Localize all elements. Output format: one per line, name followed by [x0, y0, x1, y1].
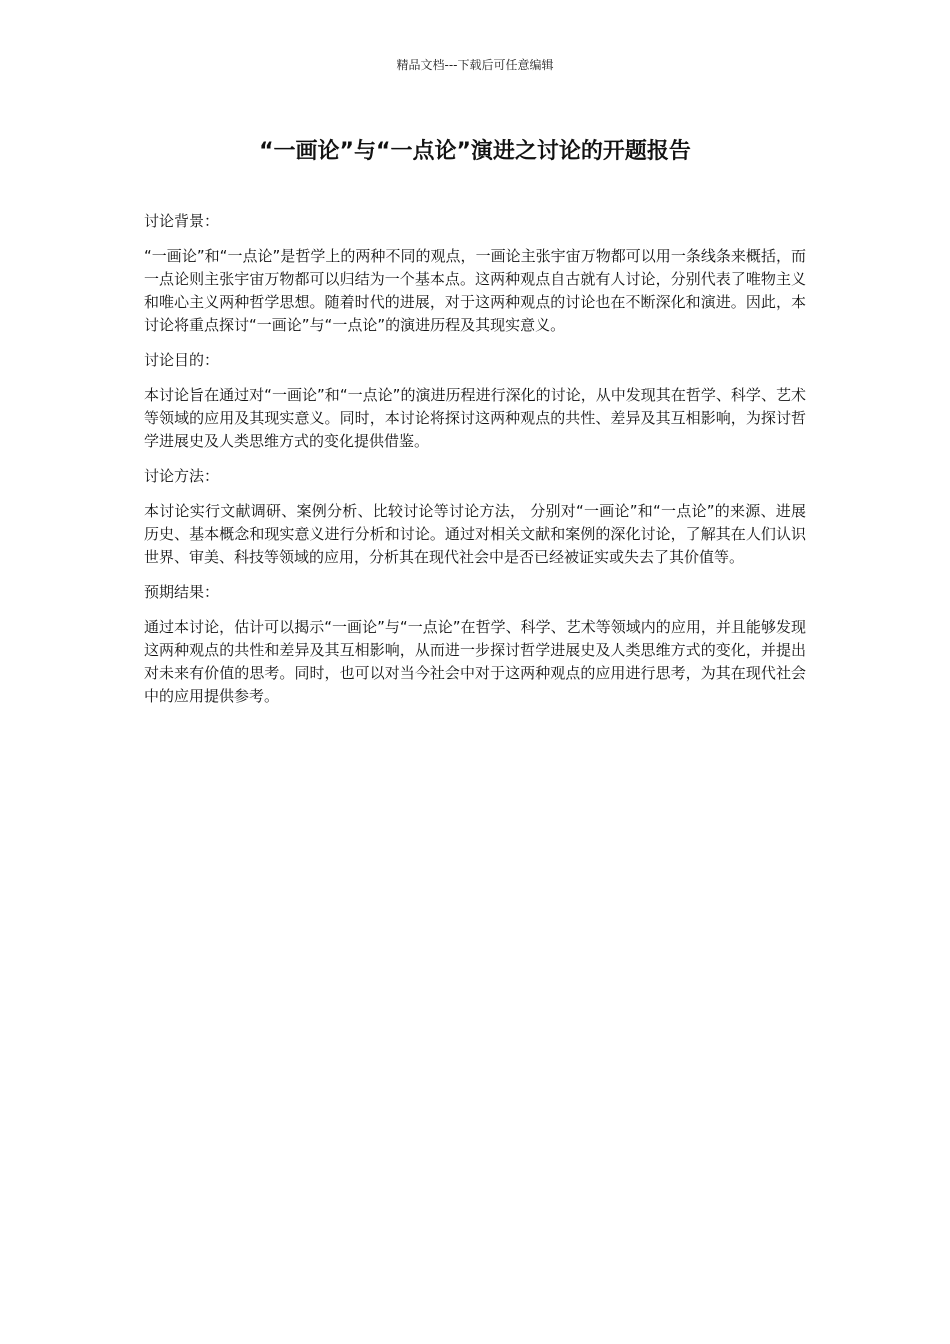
section-paragraph: 本讨论实行文献调研、案例分析、比较讨论等讨论方法， 分别对“一画论”和“一点论”的来源、进展历史、基本概念和现实意义进行分析和讨论。通过对相关文献和案例的深化讨论，了解其在人们认识世界、审美、科技等领域的应用，分析其在现代社会中是否已经被证实或失去了其价值等。: [144, 502, 806, 566]
section-method: [144, 465, 806, 569]
section-paragraph: “一画论”和“一点论”是哲学上的两种不同的观点，一画论主张宇宙万物都可以用一条线条来概括，而一点论则主张宇宙万物都可以归结为一个基本点。这两种观点自古就有人讨论，分别代表了唯物主义和唯心主义两种哲学思想。随着时代的进展，对于这两种观点的讨论也在不断深化和演进。因此，本讨论将重点探讨“一画论”与“一点论”的演进历程及其现实意义。: [144, 247, 806, 334]
header-note: 精品文档---下载后可任意编辑: [396, 58, 554, 72]
section-purpose: [144, 349, 806, 453]
section-heading: 预期结果：: [144, 583, 220, 601]
section-heading: 讨论背景：: [144, 212, 220, 230]
section-expected-results: [144, 581, 806, 708]
section-paragraph: 通过本讨论，估计可以揭示“一画论”与“一点论”在哲学、科学、艺术等领域内的应用，并且能够发现这两种观点的共性和差异及其互相影响，从而进一步探讨哲学进展史及人类思维方式的变化，并提出对未来有价值的思考。同时，也可以对当今社会中对于这两种观点的应用进行思考，为其在现代社会中的应用提供参考。: [144, 618, 806, 705]
document-body: [144, 210, 806, 720]
section-background: [144, 210, 806, 337]
section-paragraph: 本讨论旨在通过对“一画论”和“一点论”的演进历程进行深化的讨论，从中发现其在哲学、科学、艺术等领域的应用及其现实意义。同时，本讨论将探讨这两种观点的共性、差异及其互相影响，为探讨哲学进展史及人类思维方式的变化提供借鉴。: [144, 386, 806, 450]
document-title: “一画论”与“一点论”演进之讨论的开题报告: [259, 139, 691, 164]
section-heading: 讨论方法：: [144, 467, 220, 485]
section-heading: 讨论目的：: [144, 351, 220, 369]
